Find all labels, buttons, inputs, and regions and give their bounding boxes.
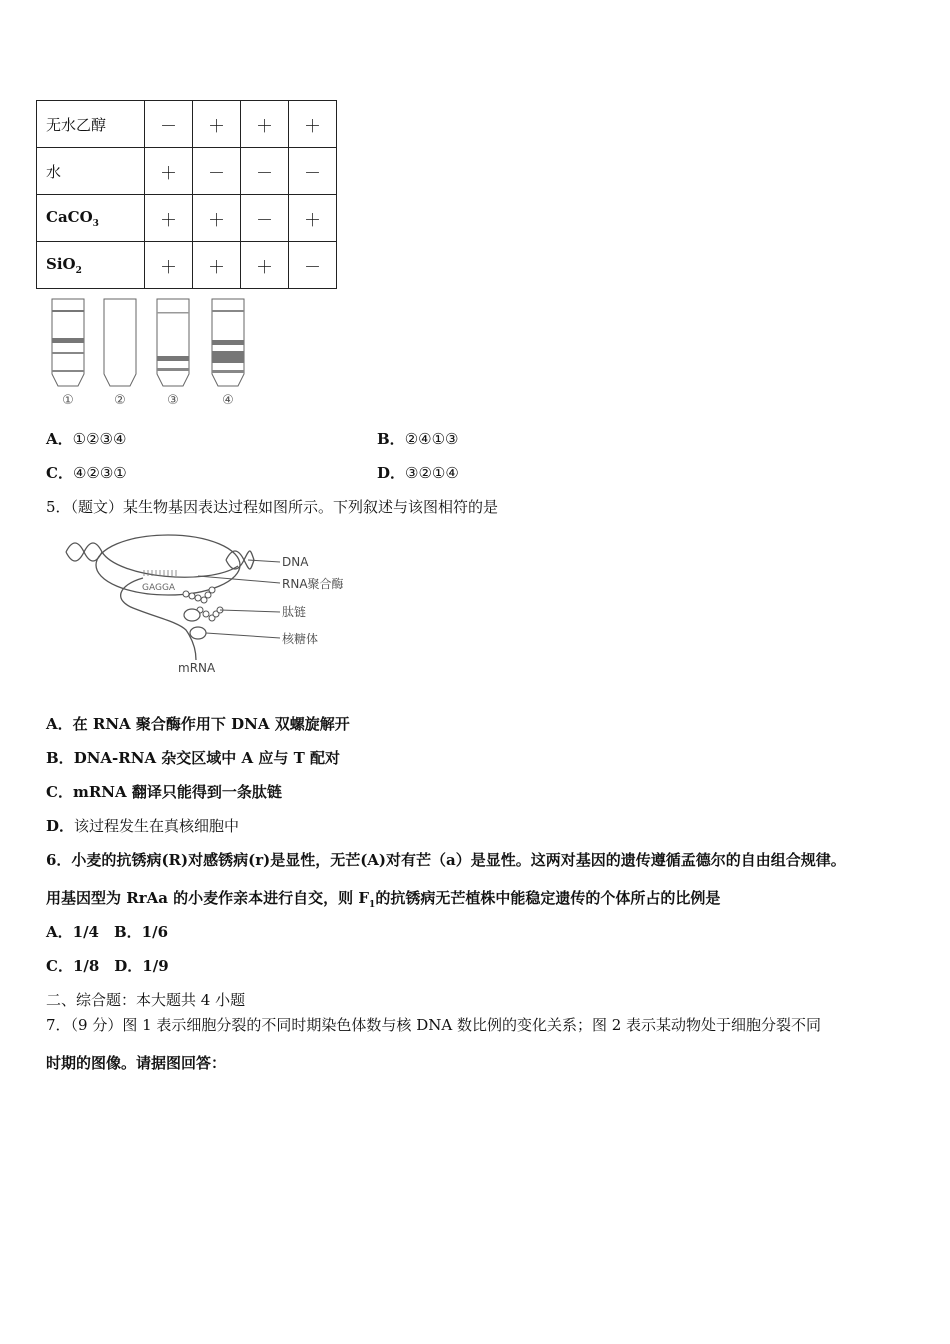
tube-label: ④ — [222, 393, 234, 408]
table-cell: － — [193, 148, 241, 195]
tube-label: ③ — [167, 393, 179, 408]
question-5-stem: 5．（题文）某生物基因表达过程如图所示。下列叙述与该图相符的是 — [46, 498, 499, 516]
gene-expression-diagram — [58, 530, 368, 680]
tube-2 — [104, 299, 136, 386]
question-6-line-1: 6．小麦的抗锈病(R)对感锈病(r)是显性，无芒(A)对有芒（a）是显性。这两对基因的遗传遵循孟德尔的自由组合规律。 — [46, 851, 846, 869]
chromatography-tubes-figure — [44, 296, 264, 411]
question-6-options-cd: C．1/8 D．1/9 — [46, 957, 169, 975]
tube-1 — [52, 299, 84, 386]
table-cell: － — [241, 148, 289, 195]
label-peptide: 肽链 — [282, 605, 307, 619]
table-cell: － — [145, 101, 193, 148]
q5-option-b: B．DNA-RNA 杂交区域中 A 应与 T 配对 — [46, 749, 340, 767]
q5-option-d: D．该过程发生在真核细胞中 — [46, 817, 240, 835]
label-ribosome: 核糖体 — [282, 632, 319, 646]
option-d: D．③②①④ — [377, 464, 459, 482]
question-6-options-ab: A．1/4 B．1/6 — [46, 923, 169, 941]
option-a: A．①②③④ — [46, 430, 127, 448]
table-row — [37, 101, 337, 148]
row-label: SiO$_2$ — [37, 242, 145, 289]
table-cell: － — [241, 195, 289, 242]
table-cell: ＋ — [289, 195, 337, 242]
question-6-line-2: 用基因型为 RrAa 的小麦作亲本进行自交，则 $F_1$的抗锈病无芒植株中能稳定遗传的个体所占的比例是 — [46, 889, 721, 910]
table-cell: ＋ — [145, 195, 193, 242]
table-cell: ＋ — [193, 195, 241, 242]
section-2-title: 二、综合题：本大题共 4 小题 — [46, 991, 246, 1009]
tube-4 — [212, 299, 244, 386]
sequence-label: GAGGA — [142, 583, 176, 593]
table-cell: ＋ — [145, 148, 193, 195]
reagent-table — [36, 100, 337, 289]
label-mrna: mRNA — [178, 661, 216, 675]
table-row — [37, 195, 337, 242]
label-dna: DNA — [282, 555, 309, 569]
q5-option-a: A．在 RNA 聚合酶作用下 DNA 双螺旋解开 — [46, 715, 350, 733]
table-cell: ＋ — [193, 242, 241, 289]
question-7-line-1: 7．（9 分）图 1 表示细胞分裂的不同时期染色体数与核 DNA 数比例的变化关系；图 2 表示某动物处于细胞分裂不同 — [46, 1016, 822, 1034]
row-label: 水 — [37, 148, 145, 195]
tube-3 — [157, 299, 189, 386]
table-cell: － — [289, 242, 337, 289]
tube-label: ② — [114, 393, 126, 408]
table-cell: ＋ — [193, 101, 241, 148]
row-label: CaCO$_3$ — [37, 195, 145, 242]
table-cell: － — [289, 148, 337, 195]
table-cell: ＋ — [145, 242, 193, 289]
option-c: C．④②③① — [46, 464, 127, 482]
option-b: B．②④①③ — [377, 430, 459, 448]
table-row — [37, 148, 337, 195]
table-cell: ＋ — [241, 101, 289, 148]
table-cell: ＋ — [241, 242, 289, 289]
label-rna-polymerase: RNA聚合酶 — [282, 577, 344, 591]
question-7-line-2: 时期的图像。请据图回答： — [46, 1054, 227, 1072]
table-cell: ＋ — [289, 101, 337, 148]
q5-option-c: C．mRNA 翻译只能得到一条肽链 — [46, 783, 282, 801]
table-row — [37, 242, 337, 289]
row-label: 无水乙醇 — [37, 101, 145, 148]
tube-label: ① — [62, 393, 74, 408]
